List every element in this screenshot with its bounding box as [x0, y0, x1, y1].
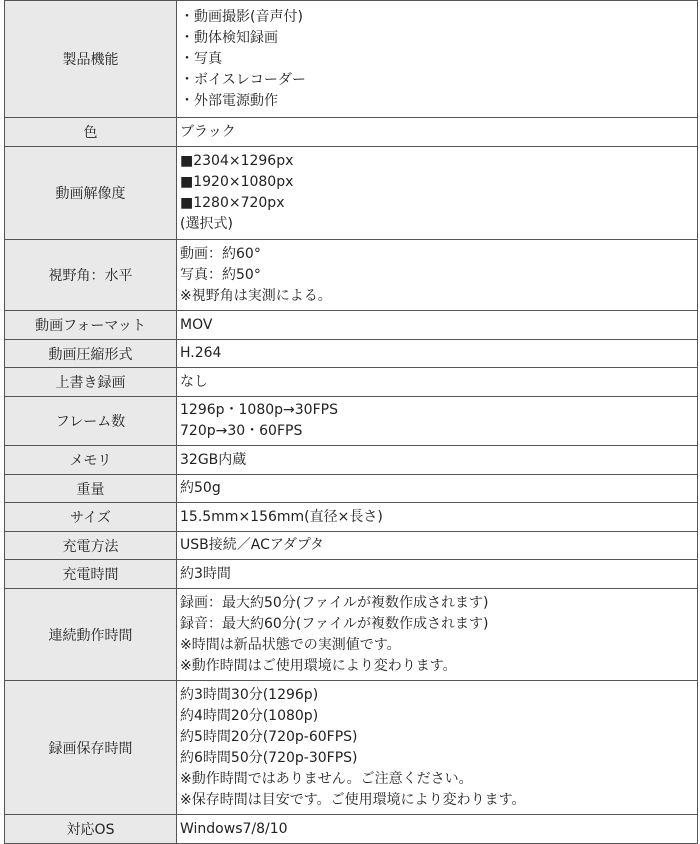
value-line: ※保存時間は目安です。ご使用環境により変わります。: [180, 791, 526, 808]
row-value: [177, 446, 698, 475]
row-label: 動画フォーマット: [5, 311, 177, 340]
row-label: 連続動作時間: [5, 589, 177, 681]
value-line: ※時間は新品状態での実測値です。: [180, 636, 401, 653]
spec-row-overwrite: [5, 368, 698, 397]
row-label: 視野角：水平: [5, 240, 177, 311]
value-line: ブラック: [180, 123, 236, 140]
row-label: フレーム数: [5, 397, 177, 446]
spec-row-os: [5, 815, 698, 844]
spec-row-charging-time: [5, 560, 698, 589]
row-value: [177, 503, 698, 532]
row-label: 充電時間: [5, 560, 177, 589]
row-value: [177, 589, 698, 681]
value-line: 1296p・1080p→30FPS: [180, 402, 338, 418]
spec-row-features: [5, 1, 698, 118]
value-line: ■2304×1296px: [180, 153, 294, 169]
row-value: [177, 368, 698, 397]
row-value: [177, 397, 698, 446]
value-line: 録音：最大約60分(ファイルが複数作成されます): [180, 615, 489, 632]
value-line: 32GB内蔵: [180, 451, 247, 468]
value-line: 約3時間: [180, 565, 231, 582]
row-label: 製品機能: [5, 1, 177, 118]
spec-row-charging-method: [5, 532, 698, 560]
value-line: ・動画撮影(音声付): [180, 8, 303, 25]
value-line: ・外部電源動作: [180, 92, 278, 109]
spec-row-video-format: [5, 311, 698, 340]
row-value: [177, 311, 698, 340]
row-label: メモリ: [5, 446, 177, 475]
value-line: Windows7/8/10: [180, 820, 288, 837]
row-label: 色: [5, 118, 177, 147]
row-value: [177, 1, 698, 118]
value-line: H.264: [180, 345, 222, 361]
row-label: 動画解像度: [5, 147, 177, 240]
value-line: ■1920×1080px: [180, 174, 294, 190]
value-line: ※動作時間ではありません。ご注意ください。: [180, 770, 473, 787]
value-line: 約6時間50分(720p-30FPS): [180, 749, 358, 766]
value-line: ・ボイスレコーダー: [180, 71, 306, 88]
row-label: 上書き録画: [5, 368, 177, 397]
spec-row-frame-rate: [5, 397, 698, 446]
value-line: 写真：約50°: [180, 266, 261, 283]
spec-row-memory: [5, 446, 698, 475]
row-value: [177, 118, 698, 147]
row-label: 重量: [5, 475, 177, 503]
spec-row-compression: [5, 340, 698, 368]
value-line: (選択式): [180, 216, 233, 232]
row-value: [177, 475, 698, 503]
value-line: 約5時間20分(720p-60FPS): [180, 728, 358, 745]
spec-row-size: [5, 503, 698, 532]
spec-row-continuous-time: [5, 589, 698, 681]
row-label: 動画圧縮形式: [5, 340, 177, 368]
value-line: ■1280×720px: [180, 195, 285, 211]
spec-row-weight: [5, 475, 698, 503]
spec-row-resolution: [5, 147, 698, 240]
value-line: USB接続／ACアダプタ: [180, 537, 324, 553]
spec-row-recording-storage: [5, 681, 698, 815]
row-value: [177, 340, 698, 368]
value-line: ※視野角は実測による。: [180, 287, 332, 304]
row-value: [177, 147, 698, 240]
spec-row-color: [5, 118, 698, 147]
row-label: サイズ: [5, 503, 177, 532]
value-line: ※動作時間はご使用環境により変わります。: [180, 657, 457, 674]
value-line: ・動体検知録画: [180, 29, 278, 46]
value-line: MOV: [180, 316, 213, 333]
row-value: [177, 815, 698, 844]
value-line: 720p→30・60FPS: [180, 423, 303, 439]
row-value: [177, 240, 698, 311]
value-line: なし: [180, 373, 208, 390]
value-line: 15.5mm×156mm(直径×長さ): [180, 508, 383, 525]
row-value: [177, 560, 698, 589]
value-line: 約4時間20分(1080p): [180, 707, 319, 724]
spec-table: [4, 0, 698, 844]
row-label: 録画保存時間: [5, 681, 177, 815]
value-line: 録画：最大約50分(ファイルが複数作成されます): [180, 594, 489, 611]
value-line: ・写真: [180, 50, 222, 67]
row-value: [177, 532, 698, 560]
row-label: 充電方法: [5, 532, 177, 560]
spec-row-view-angle: [5, 240, 698, 311]
value-line: 動画：約60°: [180, 245, 261, 262]
value-line: 約3時間30分(1296p): [180, 686, 319, 703]
row-label: 対応OS: [5, 815, 177, 844]
value-line: 約50g: [180, 480, 221, 496]
row-value: [177, 681, 698, 815]
